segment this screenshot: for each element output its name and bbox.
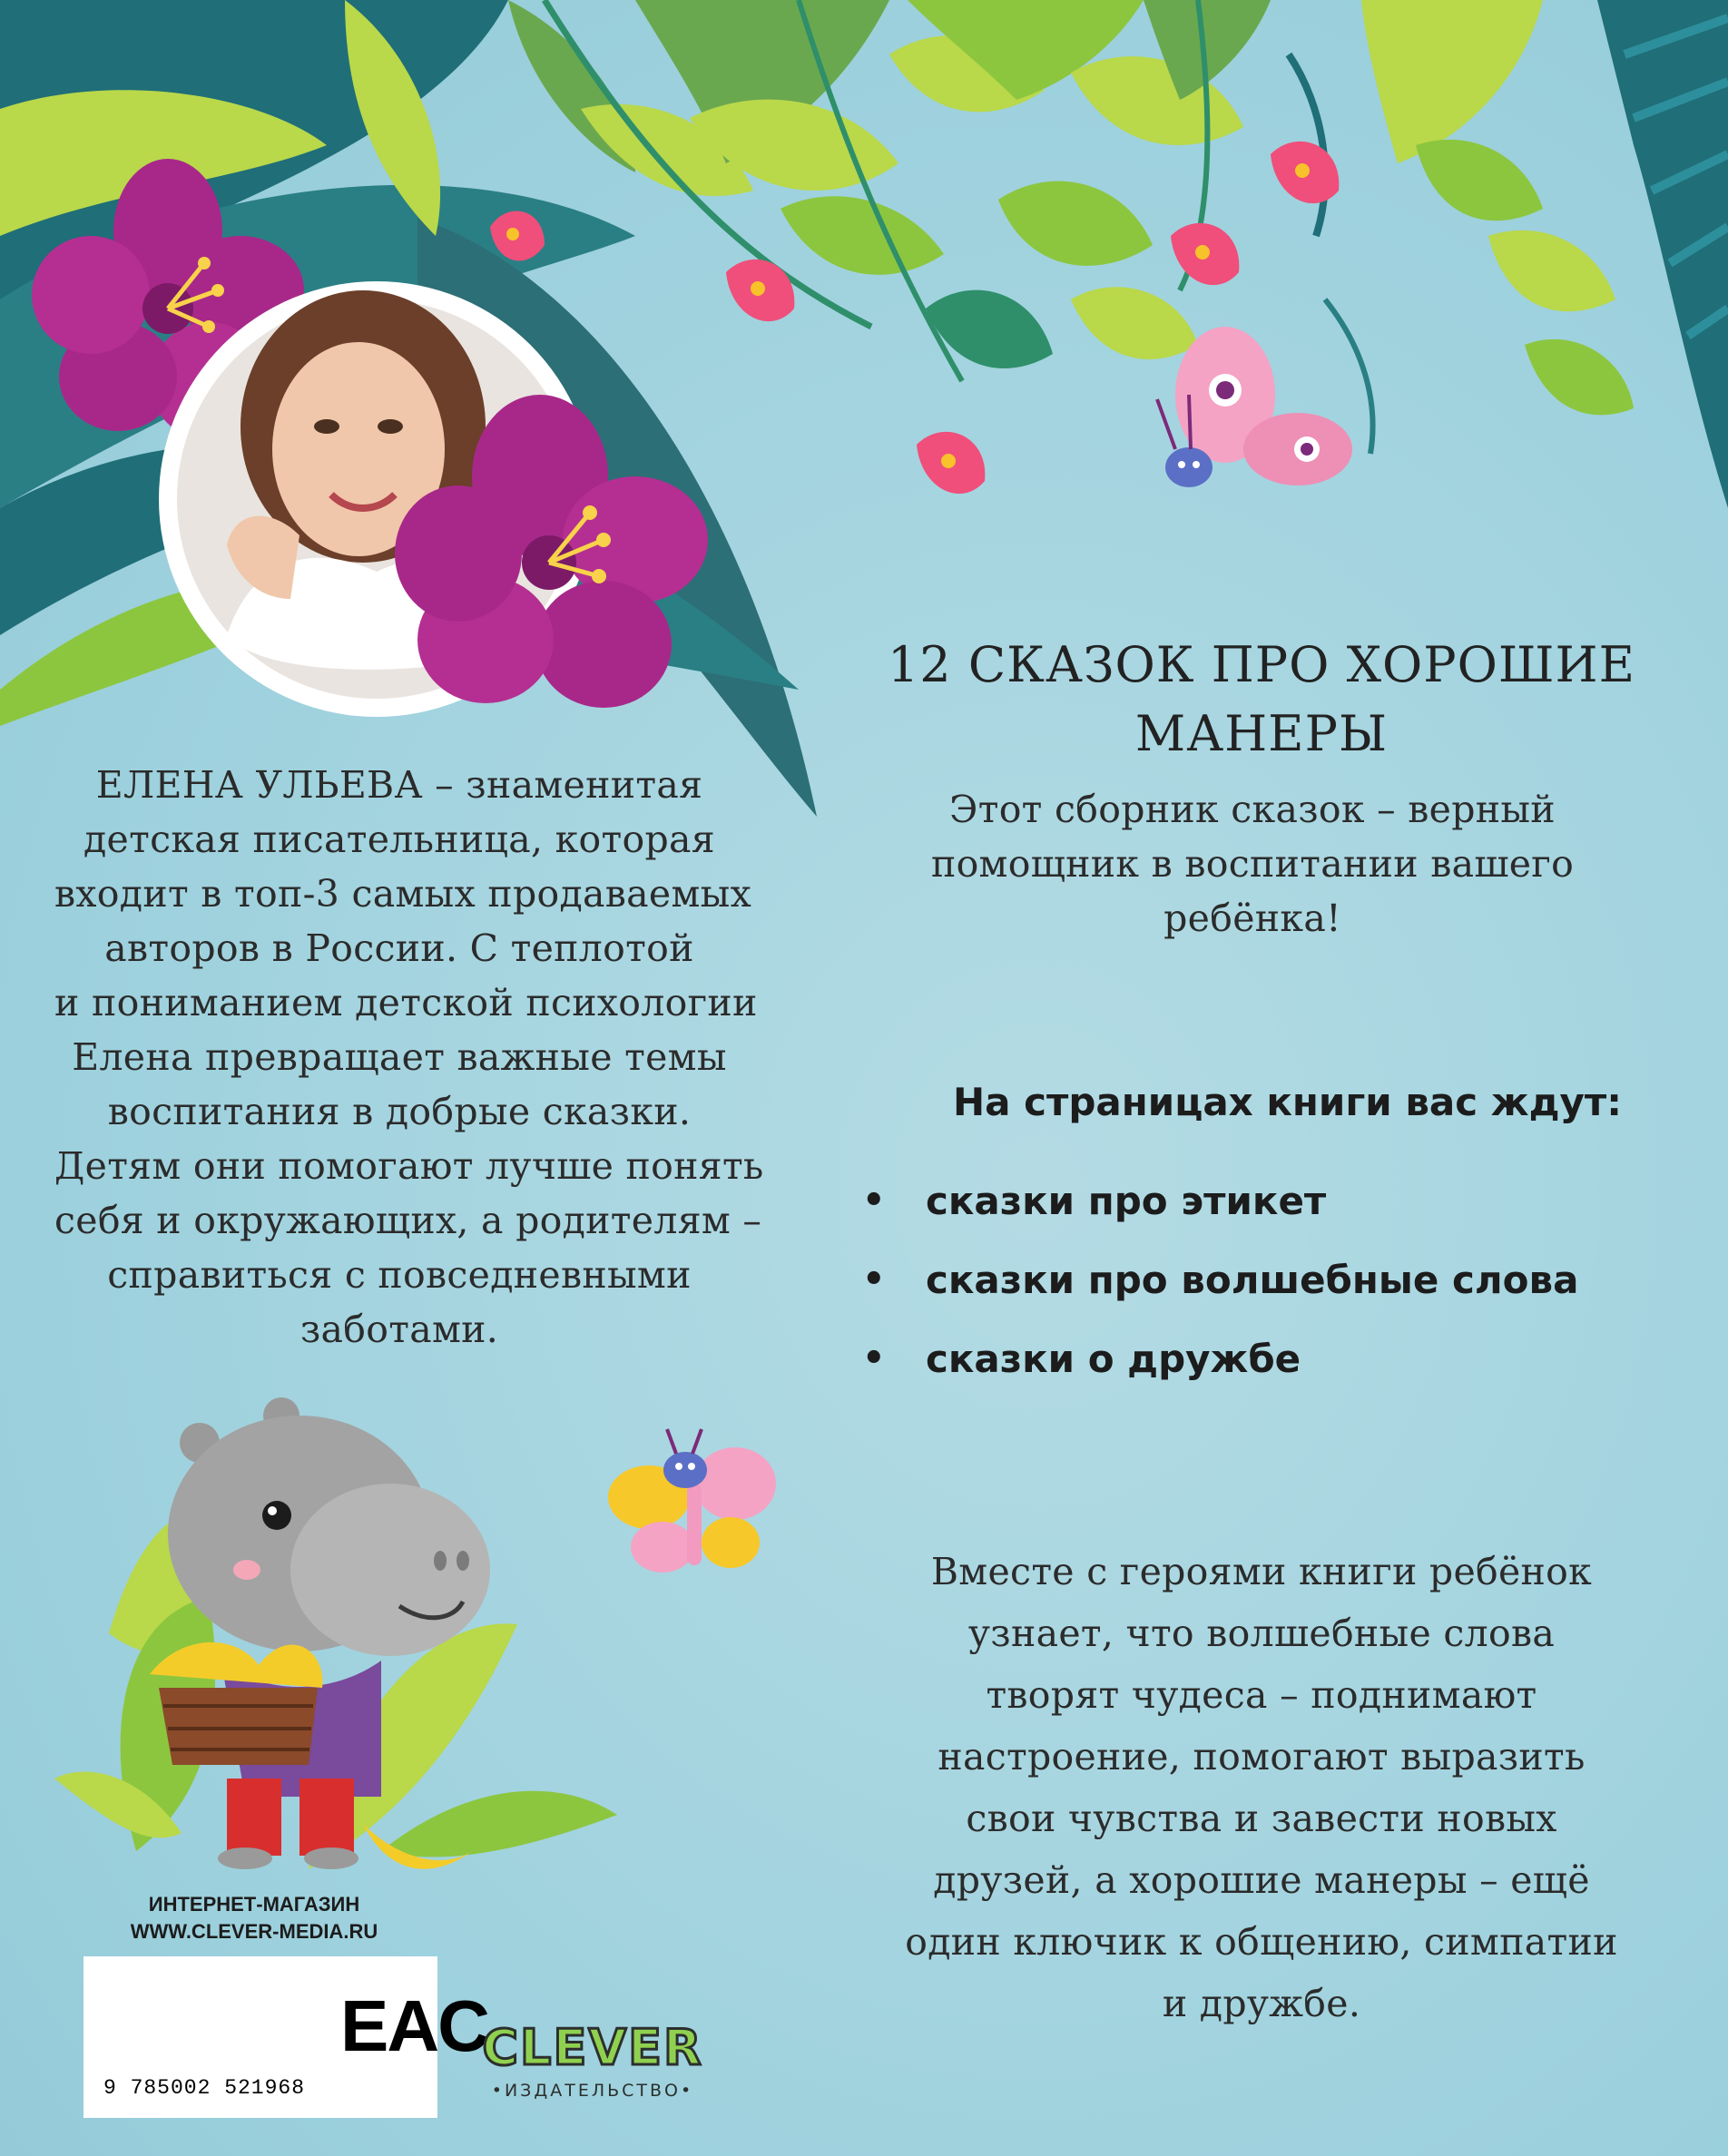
publisher-logo bbox=[479, 2019, 706, 2110]
feature-label: сказки про этикет bbox=[926, 1179, 1327, 1223]
author-bio-line: и пониманием детской психологии bbox=[54, 981, 758, 1024]
feature-list bbox=[862, 1161, 1679, 1398]
shop-title: ИНТЕРНЕТ-МАГАЗИН bbox=[148, 1893, 360, 1916]
book-outro-line: узнает, что волшебные слова bbox=[967, 1612, 1556, 1655]
pine-branch-right bbox=[1597, 0, 1728, 508]
author-bio-line: воспитания в добрые сказки. bbox=[107, 1090, 692, 1133]
book-outro-line: и дружбе. bbox=[1162, 1982, 1361, 2025]
author-bio-line: Елена превращает важные темы bbox=[72, 1035, 727, 1079]
publisher-name: CLEVER bbox=[482, 2019, 703, 2076]
barcode-number: 9 785002 521968 bbox=[103, 2076, 306, 2100]
feature-label: сказки о дружбе bbox=[926, 1337, 1301, 1381]
book-outro-line: творят чудеса – поднимают bbox=[986, 1673, 1537, 1717]
bullet-icon: • bbox=[862, 1180, 886, 1221]
pink-flower-5 bbox=[917, 432, 985, 494]
barcode-panel bbox=[83, 1956, 488, 2118]
author-bio-line: авторов в России. С теплотой bbox=[104, 926, 694, 970]
author-bio-line: входит в топ-3 самых продаваемых bbox=[54, 872, 752, 916]
book-title-line: МАНЕРЫ bbox=[1134, 705, 1389, 762]
bullet-icon: • bbox=[862, 1259, 886, 1300]
features-title: На страницах книги вас ждут: bbox=[953, 1080, 1623, 1124]
author-bio-line: заботами. bbox=[299, 1308, 499, 1351]
book-outro-line: друзей, а хорошие манеры – ещё bbox=[933, 1858, 1590, 1902]
book-intro-line: помощник в воспитании вашего bbox=[930, 842, 1575, 886]
butterfly-yellow bbox=[608, 1429, 776, 1573]
author-bio-line: Детям они помогают лучше понять bbox=[54, 1144, 764, 1188]
book-outro-line: свои чувства и завести новых bbox=[966, 1797, 1557, 1840]
publisher-subtitle: •ИЗДАТЕЛЬСТВО• bbox=[491, 2081, 694, 2101]
feature-label: сказки про волшебные слова bbox=[926, 1258, 1579, 1302]
book-intro-line: Этот сборник сказок – верный bbox=[949, 788, 1556, 831]
eac-mark: EAC bbox=[340, 1985, 488, 2066]
author-bio-line: себя и окружающих, а родителям – bbox=[54, 1199, 762, 1242]
pink-flower-2 bbox=[726, 260, 794, 321]
book-intro-line: ребёнка! bbox=[1163, 897, 1341, 940]
author-bio-line: ЕЛЕНА УЛЬЕВА – знаменитая bbox=[95, 763, 703, 807]
author-bio-line: детская писательница, которая bbox=[83, 818, 715, 861]
book-title bbox=[826, 631, 1697, 769]
book-title-line: 12 СКАЗОК ПРО ХОРОШИЕ bbox=[887, 636, 1636, 693]
book-outro-line: один ключик к общению, симпатии bbox=[905, 1920, 1618, 1964]
shop-url: WWW.CLEVER-MEDIA.RU bbox=[130, 1920, 378, 1943]
book-intro bbox=[817, 782, 1688, 946]
bullet-icon: • bbox=[862, 1338, 886, 1379]
book-outro bbox=[826, 1541, 1697, 2034]
book-outro-line: настроение, помогают выразить bbox=[938, 1735, 1586, 1779]
author-bio bbox=[54, 758, 764, 1357]
pink-flower-3 bbox=[1271, 142, 1339, 203]
pink-flower-4 bbox=[1171, 223, 1239, 285]
book-outro-line: Вместе с героями книги ребёнок bbox=[930, 1550, 1593, 1593]
feature-item bbox=[862, 1319, 1679, 1398]
feature-item bbox=[862, 1240, 1679, 1319]
feature-item bbox=[862, 1161, 1679, 1240]
author-bio-line: справиться с повседневными bbox=[107, 1253, 692, 1297]
shop-info bbox=[109, 1891, 399, 1945]
